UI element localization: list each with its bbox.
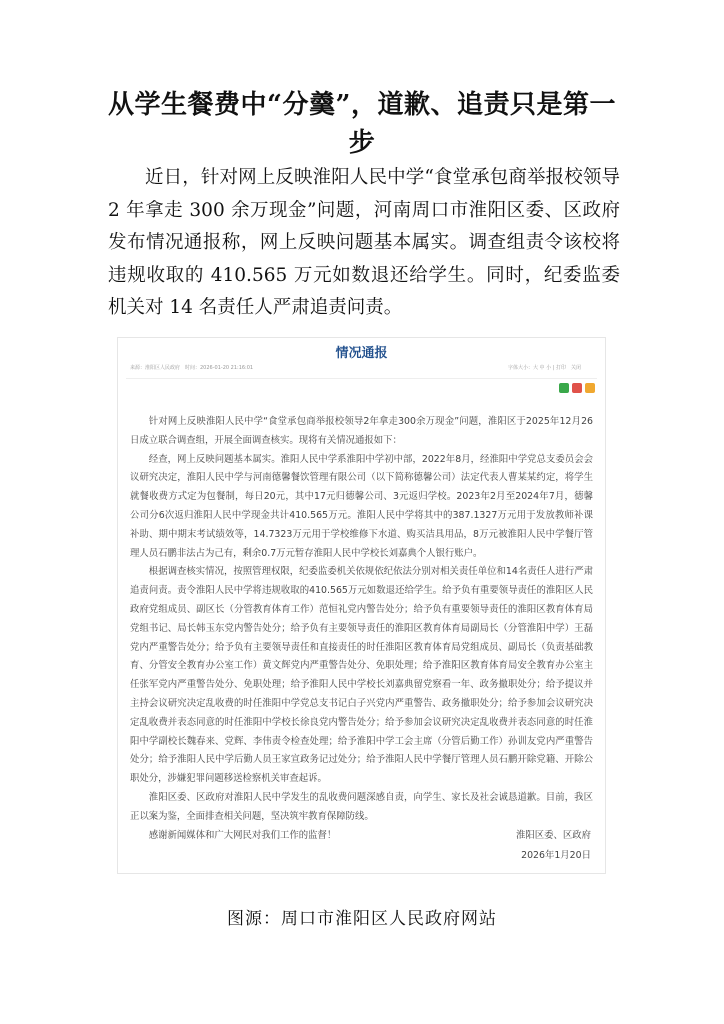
notice-date: 2026年1月20日 [521,850,591,861]
article-title: 从学生餐费中“分羹”，道歉、追责只是第一步 [108,90,616,158]
notice-body [130,413,593,845]
notice-paragraph: 感谢新闻媒体和广大网民对我们工作的监督！ [148,829,337,841]
image-caption: 图源：周口市淮阳区人民政府网站 [227,909,497,929]
share-buttons [559,383,595,393]
notice-paragraph: 淮阳区委、区政府对淮阳人民中学发生的乱收费问题深感自责，向学生、家长及社会诚恳道歉。目前，我区正以案为鉴，全面排查相关问题，坚决筑牢教育保障防线。 [130,791,593,822]
notice-font-size-print-controls: 字体大小：大 中 小 | 打印 关闭 [507,365,581,371]
wechat-share-icon [559,383,569,393]
divider [126,378,597,379]
notice-paragraph: 根据调查核实情况，按照管理权限，纪委监委机关依规依纪依法分别对相关责任单位和14名责任人进行严肃追责问责。责令淮阳人民中学将违规收取的410.565万元如数退还给学生。给予负有重要领导责任的淮阳区人民政府党组成员、副区长（分管教育体育工作）范恒礼党内警告处分；给予负有重要领导责任的淮阳区教育体育局党组书记、局长韩玉东党内警告处分；给予负有主要领导责任的淮阳区教育体育局副局长（分管淮阳中学）王磊党内严重警告处分；给予负有主要领导责任和直接责任的时任淮阳区教育体育局党组成员、副局长（负责基础教育、分管安全教育办公室工作）黄文辉党内严重警告处分、免职处理；给予淮阳区教育体育局安全教育办公室主任张军党内严重警告处分、免职处理；给予淮阳人民中学校长刘嘉典留党察看一年、政务撤职处分；给予提议并主持会议研究决定乱收费的时任淮阳中学党总支书记白子兴党内严重警告、政务撤职处分；给予参加会议研究决定乱收费并表态同意的时任淮阳中学校长徐良党内警告处分；给予参加会议研究决定乱收费并表态同意的时任淮阳中学副校长魏春来、党辉、李伟责令检查处理；给予淮阳中学工会主席（分管后勤工作）孙训友党内严重警告处分；给予淮阳人民中学后勤人员王家宣政务记过处分；给予淮阳人民中学餐厅管理人员石鹏开除党籍、开除公职处分，涉嫌犯罪问题移送检察机关审查起诉。 [130,566,593,785]
notice-screenshot [117,337,606,874]
notice-signature: 淮阳区委、区政府 [515,830,591,841]
notice-signature-block [516,826,591,866]
article-lead-paragraph: 近日，针对网上反映淮阳人民中学“食堂承包商举报校领导 2 年拿走 300 余万现金”问题，河南周口市淮阳区委、区政府发布情况通报称，网上反映问题基本属实。调查组责令该校将违规收取的 410.565 万元如数退还给学生。同时，纪委监委机关对 14 名责任人严肃追责问责。 [108,167,620,318]
weibo-share-icon [572,383,582,393]
notice-paragraph: 经查，网上反映问题基本属实。淮阳人民中学系淮阳中学初中部，2022年8月，经淮阳中学党总支委员会会议研究决定，淮阳人民中学与河南德馨餐饮管理有限公司（以下简称德馨公司）法定代表人曹某某约定，将学生就餐收费方式定为包餐制，每日20元，其中17元归德馨公司、3元返归学校。2023年2月至2024年7月，德馨公司分6次返归淮阳人民中学现金共计410.565万元。淮阳人民中学将其中的387.1327万元用于发放教师补课补助、期中期末考试绩效等，14.7323万元用于学校维修下水道、购买洁具用品，8万元被淮阳人民中学餐厅管理人员石鹏非法占为己有，剩余0.7万元暂存淮阳人民中学校长刘嘉典个人银行账户。 [130,453,593,559]
notice-title: 情况通报 [335,346,388,361]
notice-paragraph: 针对网上反映淮阳人民中学“食堂承包商举报校领导2年拿走300余万现金”问题，淮阳区于2025年12月26日成立联合调查组，开展全面调查核实。现将有关情况通报如下： [130,416,593,446]
notice-meta: 来源：淮阳区人民政府 时间：2026-01-20 21:16:01 [130,365,254,371]
favorite-share-icon [585,383,595,393]
